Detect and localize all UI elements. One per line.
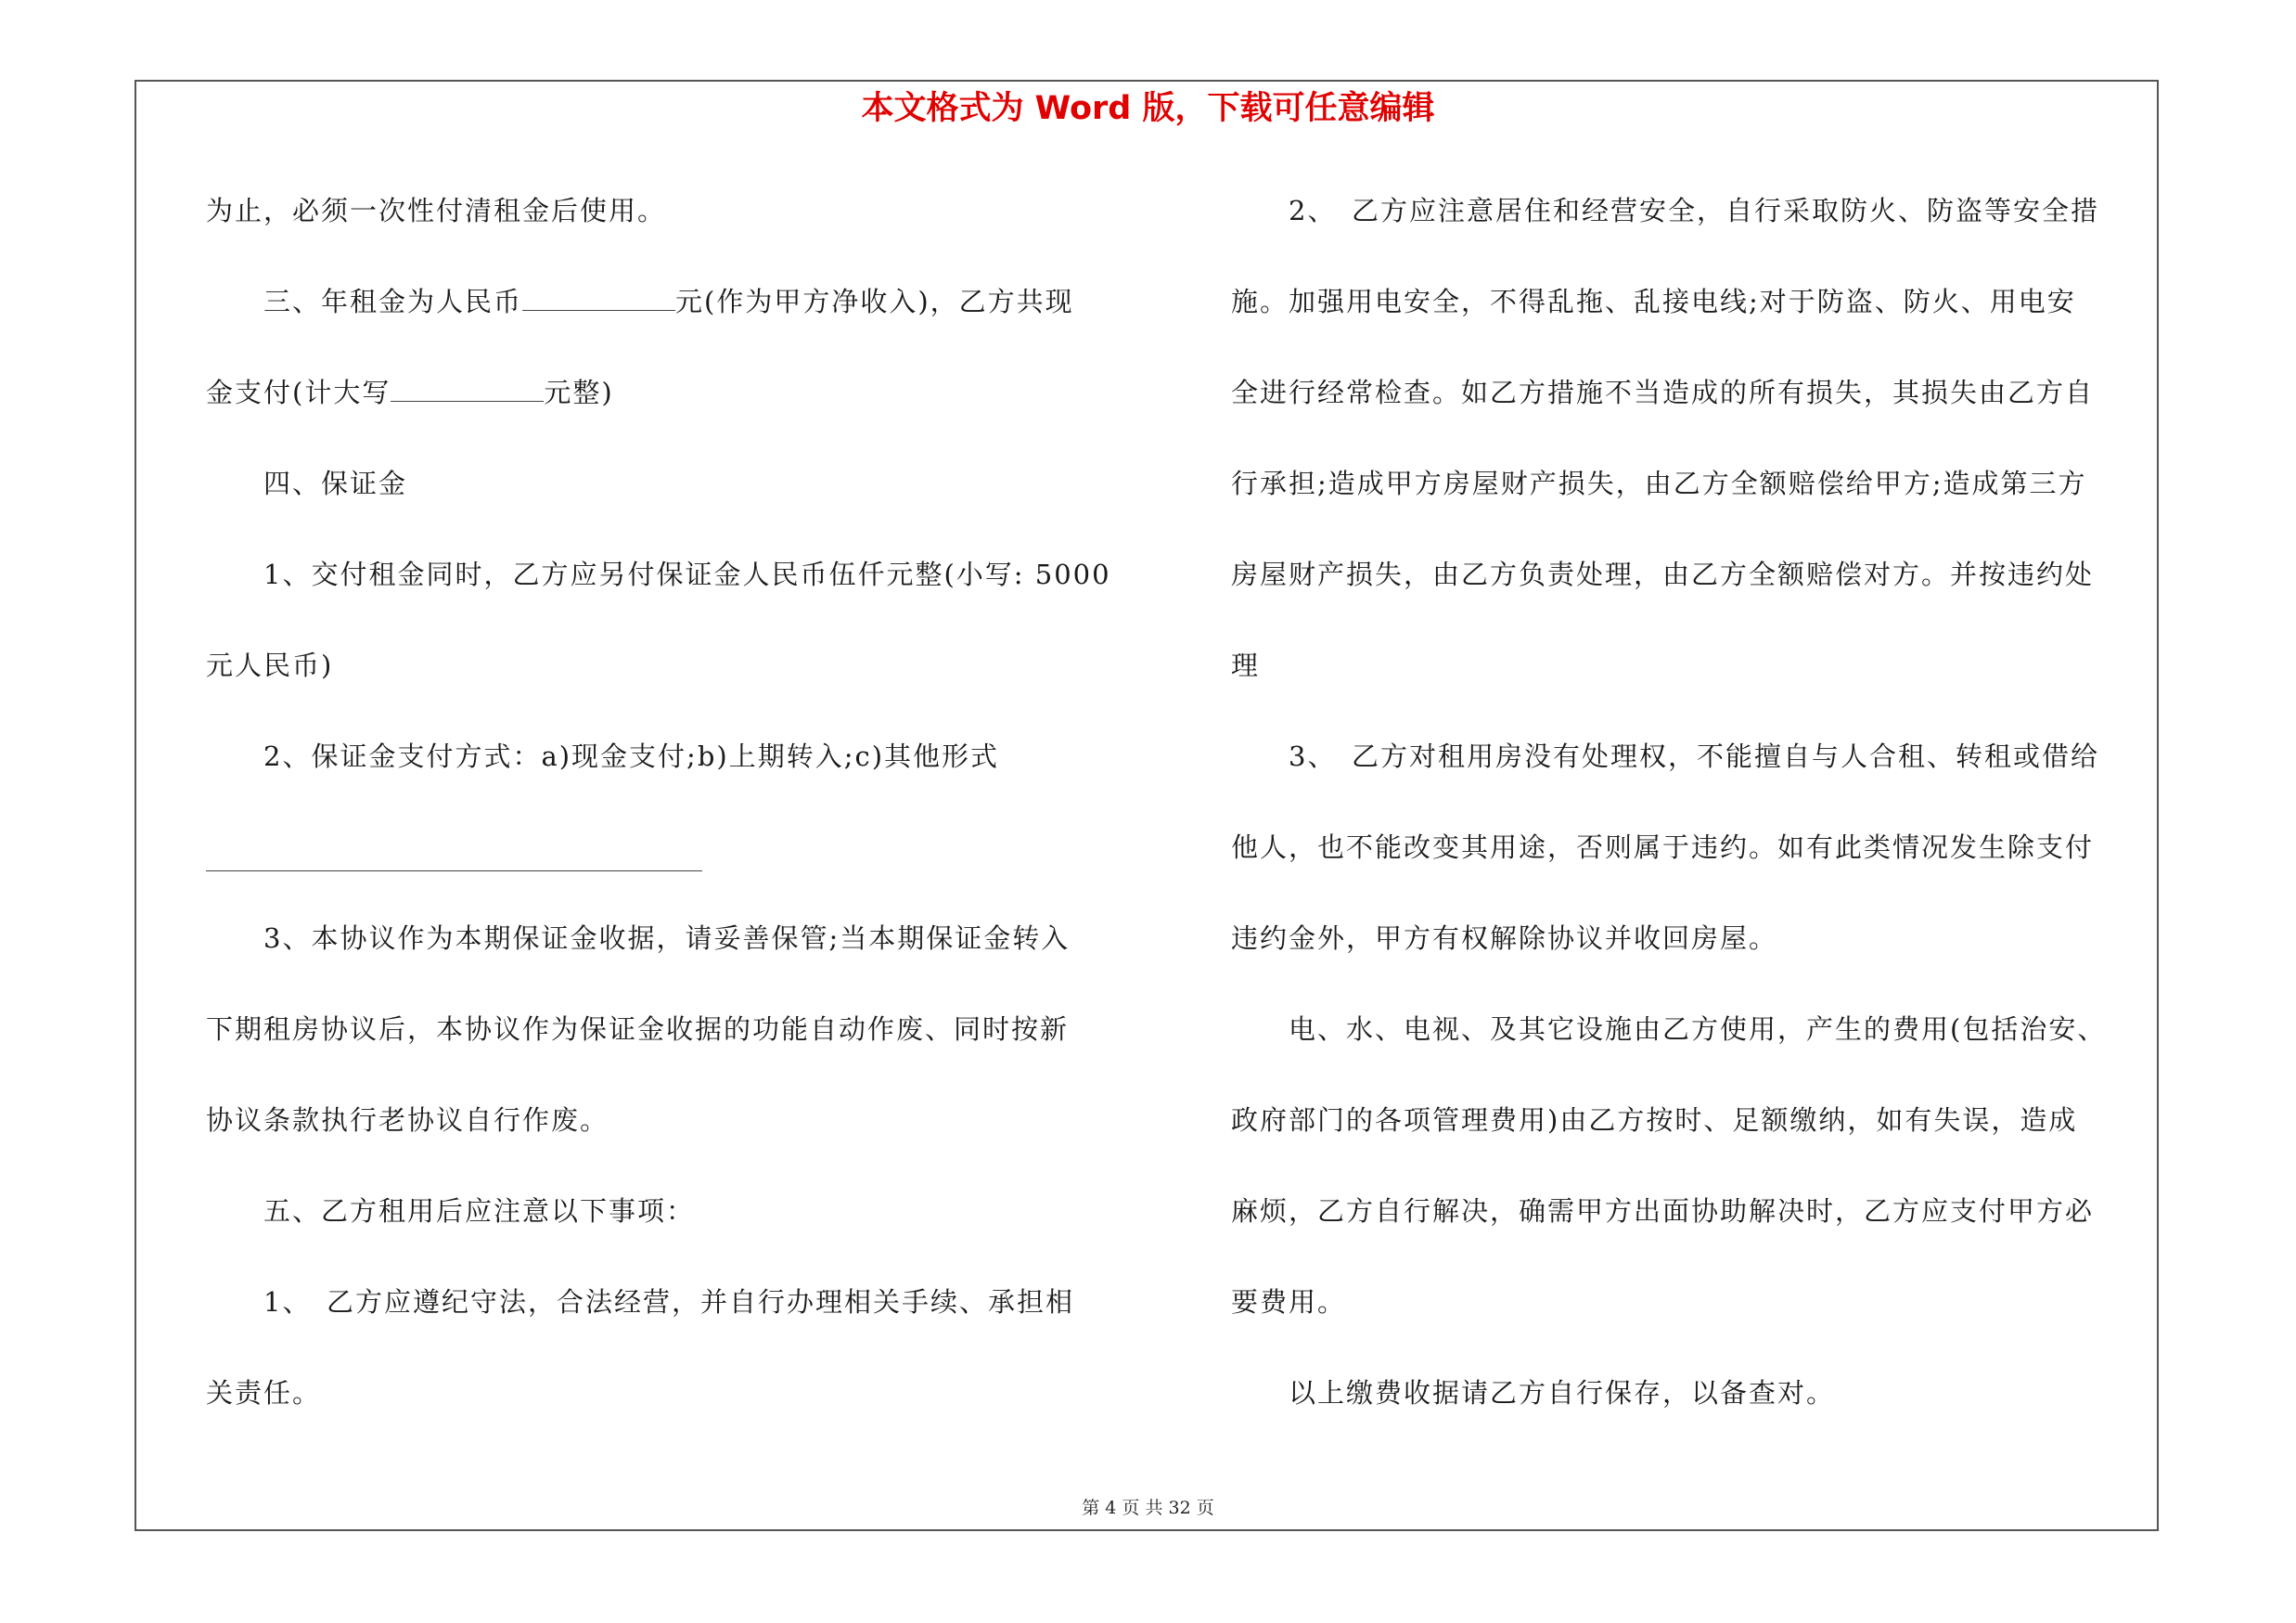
text-segment: 三、年租金为人民币 xyxy=(206,286,523,317)
text-line: 元人民币) xyxy=(206,650,334,681)
text-line: 1、交付租金同时，乙方应另付保证金人民币伍仟元整(小写: 5000 xyxy=(206,559,1111,590)
word-format-banner: 本文格式为 Word 版，下载可任意编辑 xyxy=(861,90,1435,127)
text-segment: 元整) xyxy=(544,377,614,408)
text-line: 要费用。 xyxy=(1231,1286,1347,1318)
text-line: 房屋财产损失，由乙方负责处理，由乙方全额赔偿对方。并按违约处 xyxy=(1231,559,2095,590)
text-line: 违约金外，甲方有权解除协议并收回房屋。 xyxy=(1231,922,1778,954)
section-heading: 四、保证金 xyxy=(206,468,408,499)
left-column xyxy=(206,187,1134,1461)
fill-in-blank xyxy=(391,373,544,402)
text-line: 全进行经常检查。如乙方措施不当造成的所有损失，其损失由乙方自 xyxy=(1231,377,2095,408)
text-line: 关责任。 xyxy=(206,1377,322,1409)
text-line: 以上缴费收据请乙方自行保存，以备查对。 xyxy=(1231,1377,1836,1409)
page-number-footer: 第 4 页 共 32 页 xyxy=(1082,1498,1214,1518)
text-line xyxy=(206,824,1134,915)
fill-in-blank xyxy=(522,282,675,311)
fill-in-blank xyxy=(206,843,702,871)
text-line: 下期租房协议后，本协议作为保证金收据的功能自动作废、同时按新 xyxy=(206,1013,1070,1045)
text-line: 理 xyxy=(1231,650,1261,681)
text-line: 3、本协议作为本期保证金收据，请妥善保管;当本期保证金转入 xyxy=(206,922,1071,954)
text-line: 行承担;造成甲方房屋财产损失，由乙方全额赔偿给甲方;造成第三方 xyxy=(1231,468,2087,499)
right-column xyxy=(1231,187,2159,1461)
text-line: 电、水、电视、及其它设施由乙方使用，产生的费用(包括治安、 xyxy=(1231,1013,2107,1045)
text-line: 施。加强用电安全，不得乱拖、乱接电线;对于防盗、防火、用电安 xyxy=(1231,286,2076,317)
text-segment: 金支付(计大写 xyxy=(206,377,391,408)
text-line: 麻烦，乙方自行解决，确需甲方出面协助解决时，乙方应支付甲方必 xyxy=(1231,1195,2095,1227)
text-line: 2、 乙方应注意居住和经营安全，自行采取防火、防盗等安全措 xyxy=(1231,195,2099,226)
text-line: 他人，也不能改变其用途，否则属于违约。如有此类情况发生除支付 xyxy=(1231,831,2095,863)
text-line: 1、 乙方应遵纪守法，合法经营，并自行办理相关手续、承担相 xyxy=(206,1286,1074,1318)
text-line: 协议条款执行老协议自行作废。 xyxy=(206,1104,609,1136)
text-segment: 元(作为甲方净收入)，乙方共现 xyxy=(675,286,1074,317)
text-line xyxy=(206,369,1134,460)
text-line xyxy=(206,278,1134,369)
text-line: 3、 乙方对租用房没有处理权，不能擅自与人合租、转租或借给 xyxy=(1231,741,2099,772)
text-line: 为止，必须一次性付清租金后使用。 xyxy=(206,195,667,226)
text-line: 2、保证金支付方式：a)现金支付;b)上期转入;c)其他形式 xyxy=(206,741,1000,772)
text-line: 政府部门的各项管理费用)由乙方按时、足额缴纳，如有失误，造成 xyxy=(1231,1104,2078,1136)
section-heading: 五、乙方租用后应注意以下事项： xyxy=(206,1195,696,1227)
